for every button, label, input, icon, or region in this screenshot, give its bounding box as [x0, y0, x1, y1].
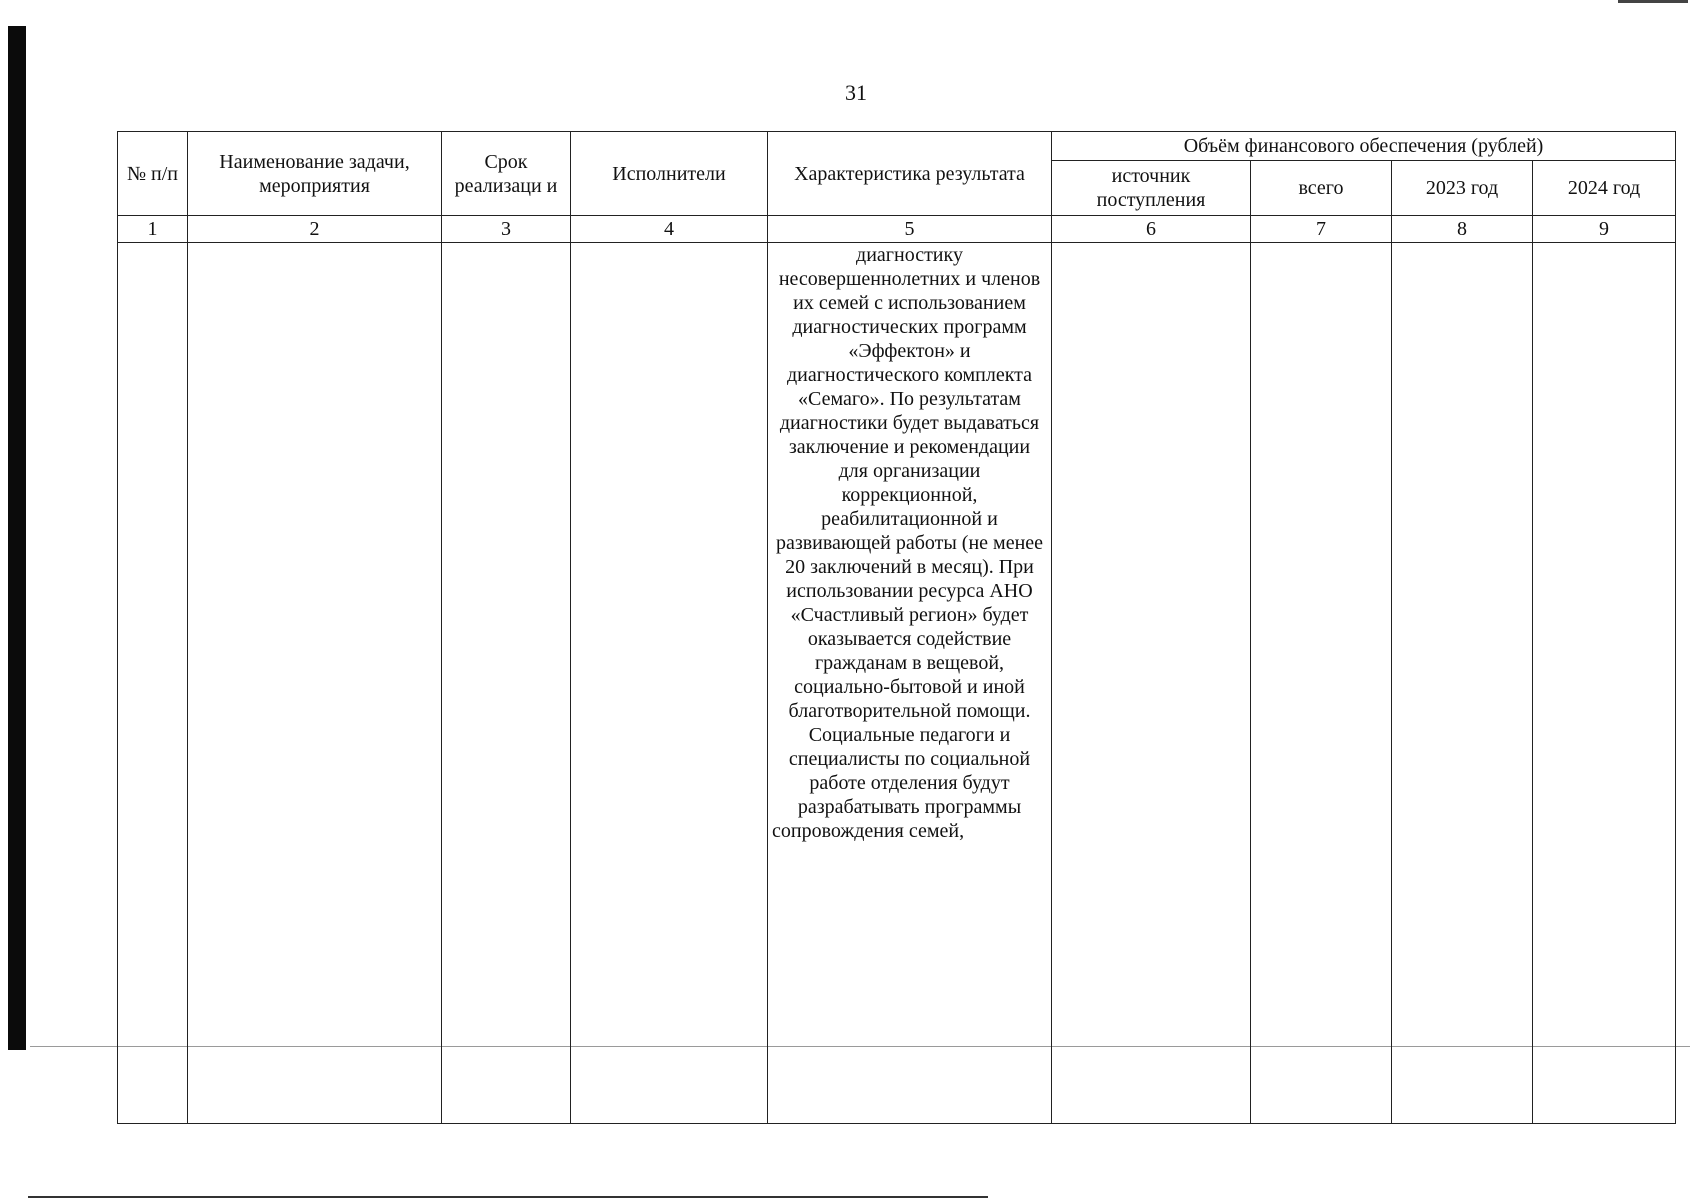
header-total: всего: [1251, 161, 1392, 216]
header-num: № п/п: [118, 132, 188, 216]
column-number: 1: [118, 216, 188, 243]
table-row: [118, 243, 1676, 1124]
header-finance: Объём финансового обеспечения (рублей): [1052, 132, 1676, 161]
cell-executors: [571, 243, 768, 1124]
scan-corner-mark: [1618, 0, 1688, 3]
column-number: 6: [1052, 216, 1251, 243]
page-number: 31: [845, 80, 867, 105]
footer-rule: [28, 1196, 988, 1198]
scan-margin-bar: [8, 26, 26, 1050]
cell-source: [1052, 243, 1251, 1124]
header-row: [118, 132, 1676, 161]
cell-result-description: диагностику несовершеннолетних и членов их семей с использованием диагностических программ «Эффектон» и диагностического комплекта «Семаго». По результатам диагностики будет выдаваться заключение и рекомендации для организации коррекционной, реабилитационной и развивающей работы (не менее 20 заключений в месяц). При использовании ресурса АНО «Счастливый регион» будет оказывается содействие гражданам в вещевой, социально-бытовой и иной благотворительной помощи. Социальные педагоги и специалисты по социальной работе отделения будут разрабатывать программы сопровождения семей,: [768, 243, 1052, 1124]
column-number: 5: [768, 216, 1052, 243]
cell-num: [118, 243, 188, 1124]
column-number: 8: [1392, 216, 1533, 243]
cell-total: [1251, 243, 1392, 1124]
header-source: источник поступления: [1052, 161, 1251, 216]
header-result: Характеристика результата: [768, 132, 1052, 216]
column-number: 3: [442, 216, 571, 243]
program-table: [117, 131, 1676, 1124]
column-number: 2: [188, 216, 442, 243]
cell-name: [188, 243, 442, 1124]
header-executors: Исполнители: [571, 132, 768, 216]
cell-2024: [1533, 243, 1676, 1124]
cell-2023: [1392, 243, 1533, 1124]
column-number: 7: [1251, 216, 1392, 243]
header-2024: 2024 год: [1533, 161, 1676, 216]
column-number: 9: [1533, 216, 1676, 243]
header-2023: 2023 год: [1392, 161, 1533, 216]
header-term: Срок реализаци и: [442, 132, 571, 216]
header-name: Наименование задачи, мероприятия: [188, 132, 442, 216]
column-number: 4: [571, 216, 768, 243]
column-number-row: [118, 216, 1676, 243]
cell-term: [442, 243, 571, 1124]
